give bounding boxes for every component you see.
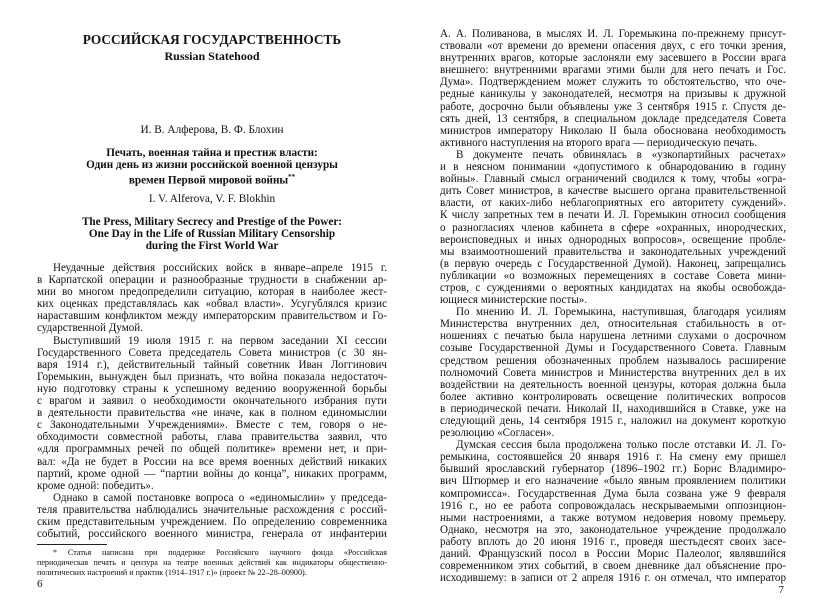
text-line: компромисса». Государственная Дума была созвана уже 9 февраля (440, 487, 786, 500)
text-line: исходившему: в записи от 2 апреля 1916 г. он отмечал, что император (440, 572, 786, 585)
text-line: «для программных речей по общей политике» времени нет, и при- (37, 443, 387, 456)
footnote (37, 548, 387, 578)
text-line: созыве Государственной Думы и Государственного Совета. Главным (440, 342, 786, 355)
text-line: ствовали «от времени до времени опасения двух, с его точки зрения, (440, 40, 786, 53)
paragraph (440, 149, 786, 306)
title-en-line: during the First World War (145, 240, 279, 252)
text-line: средством решения обозначенных проблем называлось расширение (440, 354, 786, 367)
title-ru-line: Один день из жизни российской военной цензуры (86, 159, 338, 171)
text-line: современником этих событий, в своем дневнике дал объяснение про- (440, 560, 786, 573)
text-line: Выступивший 19 июля 1915 г. на первом заседании XI сессии (53, 334, 387, 347)
text-line: активного наступления на второго врага — периодическую печать. (440, 136, 757, 149)
text-line: Министерства внутренних дел, относительная стабильность в от- (440, 318, 786, 331)
text-line: даний. Французский посол в России Морис Палеолог, являвшийся (440, 548, 786, 561)
footnote-line: политических настроений и практик (1914–1917 г.)» (проект № 22–28–00900). (37, 568, 307, 577)
text-line: сударственной Думой. (37, 322, 143, 335)
text-line: Неудачные действия российских войск в январе–апреле 1915 г. (53, 262, 387, 274)
text-line: работе, досрочно были объявлены уже 3 сентября 1915 г. Спустя де- (440, 100, 786, 113)
left-body-text (37, 262, 387, 540)
title-en-line: The Press, Military Secrecy and Prestige of the Power: (81, 216, 343, 228)
text-line: и в неясном понимании «допустимого к обнародованию в годину (440, 161, 786, 174)
text-line: кроме одной: победить». (37, 479, 154, 492)
text-line: К числу запретных тем в печати И. Л. Горемыкин относил сообщения (440, 209, 786, 222)
paragraph (37, 492, 387, 540)
text-line: теля правительства наблюдались значительные расхождения с россий- (37, 503, 387, 516)
text-line: ную подготовку страны к успешному ведению вооруженной борьбы (37, 382, 387, 395)
text-line: стров, с суждениями о вероятных кандидатах на якобы освобожда- (440, 281, 786, 294)
page-number-left: 6 (37, 578, 43, 590)
text-line: в Карпатской операции и разнообразные трудности в снабжении ар- (37, 274, 387, 287)
text-line: вал: «Да не будет в России на все время военных действий никаких (37, 455, 387, 468)
text-line: Однако в самой постановке вопроса о «единомыслии» у председа- (53, 491, 387, 504)
text-line: внешнего: внутренними врагами этими были для него печать и Гос. (440, 64, 786, 77)
text-line: 1916 г., но ее работа сопровождалась нескрываемыми оппозицион- (440, 499, 786, 512)
article-title-en (37, 216, 387, 252)
text-line: сять дней, 13 сентября, в специальном докладе председателя Совета (440, 112, 786, 125)
text-line: Дума». Подтверждением может служить то обстоятельство, что оче- (440, 76, 786, 89)
authors-en: I. V. Alferova, V. F. Blokhin (148, 193, 276, 205)
text-line: вероисповедных и иных однородных вопросов», освещение пробле- (440, 233, 786, 246)
paragraph (37, 335, 387, 492)
title-ru-line-text: времен Первой мировой войны (128, 174, 289, 187)
text-line: партий, кроме одной — “партии войны до конца”, никаких программ, (37, 467, 387, 480)
title-ru-line (37, 171, 387, 187)
text-line: варя 1914 г.), действительный тайный советник Иван Логгинович (37, 358, 387, 371)
text-line: (в первую очередь с Государственной Думой). Наконец, запрещались (440, 257, 786, 270)
text-line: Горемыкин, вынужден был признать, что война показала недостаточ- (37, 370, 387, 383)
text-line: с Законодательными Учреждениями». Вместе с тем, говоря о не- (37, 419, 387, 432)
title-ru-line: Печать, военная тайна и престиж власти: (106, 147, 318, 159)
text-line: мии во многом предопределили ситуацию, которая в наиболее жест- (37, 286, 387, 299)
section-title: РОССИЙСКАЯ ГОСУДАРСТВЕННОСТЬ (82, 32, 342, 47)
text-line: нараставшим конфликтом между императорским правительством и Го- (37, 310, 387, 323)
text-line: вич Штюрмер и его назначение «было явным проявлением политики (440, 475, 786, 488)
text-line: событий, российского военного министра, генерала от инфантерии (37, 528, 387, 541)
text-line: с врагом и заявил о необходимости окончательного избрания пути (37, 395, 387, 408)
text-line: публикации «о возможных перемещениях в составе Совета мини- (440, 269, 786, 282)
section-subtitle: Russian Statehood (164, 49, 260, 63)
text-line: ремыкина, состоявшейся 20 января 1916 г. На смену ему пришел (440, 451, 786, 464)
footnote-rule (37, 544, 107, 545)
text-line: А. А. Поливанова, в мыслях И. Л. Горемыкина по-прежнему присут- (440, 28, 786, 40)
text-line: редные каникулы у законодателей, несмотря на призывы к дружной (440, 88, 786, 101)
text-line: в периодической печати. Николай II, находившийся в Ставке, уже на (440, 402, 786, 415)
text-line: Думская сессия была продолжена только после отставки И. Л. Го- (456, 439, 786, 452)
text-line: полномочий Совета министров и Министерства внутренних дел в их (440, 366, 786, 379)
text-line: Государственного Совета председатель Совета министров (с 30 ян- (37, 346, 387, 359)
text-line: дить Совет министров, в качестве высшего органа правительственной (440, 185, 786, 198)
authors-ru: И. В. Алферова, В. Ф. Блохин (140, 124, 284, 136)
footnote-marker: ** (288, 173, 296, 181)
text-line: бывший ярославский губернатор (1896–1902 гг.) Борис Владимиро- (440, 463, 786, 476)
text-line: ными настроениями, а также вотумом недоверия новому премьеру. (440, 511, 786, 524)
right-body-text (440, 28, 786, 584)
paragraph (440, 306, 786, 439)
paragraph (440, 28, 786, 149)
text-line: войны». Главный смысл ограничений сводился к тому, чтобы «огра- (440, 173, 786, 186)
footnote-line: периодическая печать и цензура на театре военных действий как индикаторы общественно- (37, 558, 387, 567)
page-number-right: 7 (778, 584, 784, 596)
article-title-ru (37, 147, 387, 187)
text-line: воздействии на деятельность военной цензуры, которая должна была (440, 378, 786, 391)
paragraph (440, 439, 786, 584)
text-line: о разногласиях членов кабинета в сфере «охранных, инородческих, (440, 221, 786, 234)
text-line: в деятельности правительства «не иначе, как в полном единомыслии (37, 407, 387, 420)
title-en-line: One Day in the Life of Russian Military Censorship (88, 228, 336, 240)
text-line: следующий день, 14 сентября 1915 г., наложил на документ короткую (440, 415, 786, 427)
text-line: По мнению И. Л. Горемыкина, наступившая, благодаря усилиям (456, 306, 786, 319)
text-line: обходимости совместной работы, глава правительства заявил, что (37, 431, 387, 444)
text-line: резолюцию «Согласен». (440, 427, 555, 440)
text-line: мы взаимоотношений правительства и законодательных учреждений (440, 245, 786, 258)
text-line: ющиеся министерские посты». (440, 294, 588, 307)
text-line: работу вплоть до 20 июня 1916 г., проведя шестьдесят своих засе- (440, 535, 786, 548)
text-line: Однако, несмотря на это, законодательное учреждение продолжало (440, 523, 786, 536)
text-line: ношениях с печатью была нарушена летними слухами о досрочном (440, 330, 786, 343)
text-line: власти, от каких-либо неблагоприятных его авторитету суждений». (440, 197, 786, 210)
text-line: внутренних врагов, которые заслоняли ему засевшего в России врага (440, 52, 786, 65)
text-line: министров императору Николаю II была обоснована необходимость (440, 124, 786, 137)
footnote-line: * Статья написана при поддержке Российского научного фонда «Российская (53, 548, 387, 557)
text-line: более активно контролировать освещение политических вопросов (440, 390, 786, 403)
paragraph (37, 262, 387, 335)
text-line: ским представительным учреждением. По определению современника (37, 515, 387, 528)
text-line: В документе печать обвинялась в «узкопартийных расчетах» (456, 148, 786, 161)
text-line: ких оценках представлялась как «обвал власти». Усугублялся кризис (37, 298, 387, 311)
